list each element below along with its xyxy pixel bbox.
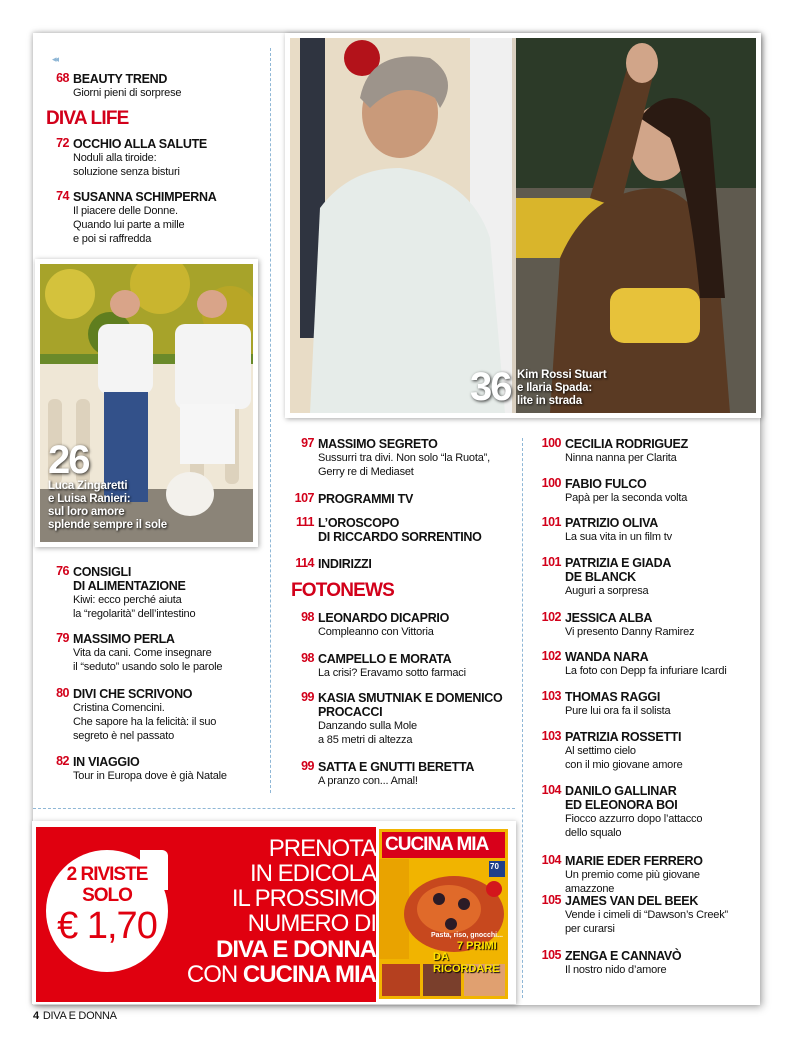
toc-entry[interactable] — [527, 784, 702, 840]
toc-page-number: 100 — [541, 436, 561, 450]
toc-title: IN VIAGGIO — [73, 755, 140, 769]
toc-description: La foto con Depp fa infuriare Icardi — [565, 665, 727, 677]
toc-description: Ninna nanna per Clarita — [565, 452, 677, 464]
toc-entry[interactable] — [40, 72, 181, 100]
cover-masthead: CUCINA MIA — [385, 834, 489, 855]
toc-page-number: 102 — [541, 610, 561, 624]
back-arrows-icon: ◂◂ — [52, 54, 58, 64]
photo-36-page: 36 — [470, 365, 511, 409]
toc-description: Danzando sulla Mole a 85 metri di altezza — [318, 720, 417, 746]
toc-entry[interactable] — [527, 690, 670, 718]
toc-description: Al settimo cielo con il mio giovane amore — [565, 745, 683, 771]
toc-entry[interactable] — [527, 894, 728, 936]
toc-description: Vita da cani. Come insegnare il “seduto” usando solo le parole — [73, 647, 223, 673]
toc-title: MASSIMO PERLA — [73, 632, 175, 646]
toc-entry[interactable] — [280, 611, 449, 639]
page-number: 4 — [33, 1010, 39, 1022]
toc-page-number: 72 — [56, 136, 69, 150]
toc-description: La crisi? Eravamo sotto farmaci — [318, 667, 466, 679]
toc-title: CONSIGLI DI ALIMENTAZIONE — [73, 565, 186, 593]
promo-brand-cucina — [187, 962, 376, 987]
toc-page-number: 103 — [541, 689, 561, 703]
toc-description: Un premio come più giovane amazzone — [565, 869, 700, 895]
toc-page-number: 102 — [541, 649, 561, 663]
toc-entry[interactable] — [527, 611, 694, 639]
toc-entry[interactable] — [280, 492, 413, 506]
toc-page-number: 104 — [541, 853, 561, 867]
photo-26-page: 26 — [48, 438, 89, 482]
toc-title: DIVI CHE SCRIVONO — [73, 687, 193, 701]
toc-title: BEAUTY TREND — [73, 72, 168, 86]
toc-entry[interactable] — [527, 516, 672, 544]
toc-page-number: 114 — [295, 556, 314, 570]
toc-description: Cristina Comencini. Che sapore ha la felicità: il suo segreto è nel passato — [73, 702, 217, 742]
toc-title: WANDA NARA — [565, 650, 649, 664]
toc-page-number: 79 — [56, 631, 69, 645]
toc-page-number: 99 — [301, 759, 314, 773]
section-fotonews: FOTONEWS — [291, 580, 395, 601]
toc-title: SATTA E GNUTTI BERETTA — [318, 760, 475, 774]
toc-title: KASIA SMUTNIAK E DOMENICO PROCACCI — [318, 691, 503, 719]
toc-description: Sussurri tra divi. Non solo “la Ruota”, Gerry re di Mediaset — [318, 452, 490, 478]
toc-title: MASSIMO SEGRETO — [318, 437, 438, 451]
toc-description: Vi presento Danny Ramirez — [565, 626, 695, 638]
con-label: CON — [186, 961, 238, 988]
toc-entry[interactable] — [527, 477, 687, 505]
toc-entry[interactable] — [40, 632, 222, 674]
toc-title: JAMES VAN DEL BEEK — [565, 894, 699, 908]
toc-description: Compleanno con Vittoria — [318, 626, 434, 638]
toc-page-number: 111 — [296, 515, 314, 529]
photo-26-caption: Luca Zingaretti e Luisa Ranieri: sul loro amore splende sempre il sole — [48, 480, 167, 531]
toc-page-number: 68 — [56, 71, 69, 85]
promo-line-1: PRENOTA — [268, 835, 376, 862]
magazine-name: DIVA E DONNA — [42, 1010, 117, 1022]
toc-entry[interactable] — [40, 687, 216, 743]
toc-entry[interactable] — [527, 556, 671, 598]
price-value: € 1,70 — [57, 905, 157, 947]
toc-entry[interactable] — [280, 557, 372, 571]
toc-description: Fiocco azzurro dopo l’attacco dello squalo — [565, 813, 703, 839]
rossi-stuart-spada-photo — [290, 38, 756, 413]
cucina-mia-cover[interactable] — [379, 829, 508, 999]
promo-line-2: IN EDICOLA — [249, 860, 376, 887]
toc-entry[interactable] — [527, 437, 688, 465]
section-diva-life: DIVA LIFE — [46, 108, 129, 129]
toc-description: Il nostro nido d’amore — [565, 964, 667, 976]
toc-entry[interactable] — [280, 760, 474, 788]
toc-page-number: 82 — [56, 754, 69, 768]
toc-title: MARIE EDER FERRERO — [565, 854, 703, 868]
toc-entry[interactable] — [40, 137, 207, 179]
cover-kicker: Pasta, riso, gnocchi... — [431, 932, 503, 939]
toc-description: Auguri a sorpresa — [565, 585, 649, 597]
toc-page-number: 107 — [294, 491, 314, 505]
toc-title: PATRIZIO OLIVA — [565, 516, 659, 530]
toc-title: INDIRIZZI — [318, 557, 372, 571]
toc-page-number: 103 — [541, 729, 561, 743]
toc-page-number: 80 — [56, 686, 69, 700]
toc-page-number: 97 — [301, 436, 314, 450]
toc-page-number: 104 — [541, 783, 561, 797]
toc-page-number: 101 — [541, 515, 561, 529]
toc-description: Giorni pieni di sorprese — [73, 87, 182, 99]
toc-title: LEONARDO DICAPRIO — [318, 611, 450, 625]
toc-entry[interactable] — [280, 652, 466, 680]
toc-description: Il piacere delle Donne. Quando lui parte a mille e poi si raffredda — [73, 205, 185, 245]
toc-page-number: 74 — [56, 189, 69, 203]
toc-page-number: 105 — [541, 893, 561, 907]
toc-entry[interactable] — [40, 755, 227, 783]
toc-page-number: 101 — [541, 555, 561, 569]
toc-entry[interactable] — [527, 854, 703, 896]
toc-description: Noduli alla tiroide: soluzione senza bisturi — [73, 152, 180, 178]
toc-page-number: 98 — [301, 651, 314, 665]
toc-entry[interactable] — [527, 650, 727, 678]
toc-title: FABIO FULCO — [565, 477, 647, 491]
toc-description: Papà per la seconda volta — [565, 492, 688, 504]
toc-title: JESSICA ALBA — [565, 611, 653, 625]
brand-cucina-mia: CUCINA MIA — [242, 961, 376, 988]
toc-entry[interactable] — [527, 730, 682, 772]
photo-36-caption: Kim Rossi Stuart e Ilaria Spada: lite in strada — [517, 369, 607, 407]
toc-description: Pure lui ora fa il solista — [565, 705, 671, 717]
photo-36[interactable] — [290, 38, 756, 413]
toc-title: PATRIZIA ROSSETTI — [565, 730, 682, 744]
cover-badge: 70 — [490, 862, 499, 871]
toc-title: SUSANNA SCHIMPERNA — [73, 190, 217, 204]
divider — [33, 808, 515, 809]
toc-entry[interactable] — [40, 565, 195, 621]
toc-entry[interactable] — [280, 691, 502, 747]
toc-title: L’OROSCOPO DI RICCARDO SORRENTINO — [318, 516, 482, 544]
toc-page-number: 76 — [56, 564, 69, 578]
divider — [522, 438, 523, 998]
bubble-line-1: 2 RIVISTE — [66, 864, 148, 885]
toc-description: Tour in Europa dove è già Natale — [73, 770, 227, 782]
toc-title: THOMAS RAGGI — [565, 690, 661, 704]
toc-entry[interactable] — [40, 190, 216, 246]
promo-line-4: NUMERO DI — [247, 910, 376, 937]
toc-page-number: 100 — [541, 476, 561, 490]
toc-description: Kiwi: ecco perché aiuta la “regolarità” dell’intestino — [73, 594, 196, 620]
toc-title: PROGRAMMI TV — [318, 492, 414, 506]
toc-description: Vende i cimeli di “Dawson’s Creek” per curarsi — [565, 909, 728, 935]
toc-title: CECILIA RODRIGUEZ — [565, 437, 688, 451]
toc-entry[interactable] — [280, 516, 482, 544]
toc-title: CAMPELLO E MORATA — [318, 652, 452, 666]
toc-title: OCCHIO ALLA SALUTE — [73, 137, 207, 151]
toc-entry[interactable] — [280, 437, 490, 479]
toc-page-number: 99 — [301, 690, 314, 704]
toc-page-number: 98 — [301, 610, 314, 624]
promo-brand-diva — [216, 937, 376, 962]
toc-description: La sua vita in un film tv — [565, 531, 672, 543]
brand-diva-e-donna: DIVA E DONNA — [215, 936, 376, 963]
toc-page-number: 105 — [541, 948, 561, 962]
divider — [270, 48, 271, 793]
bubble-line-2: SOLO — [82, 885, 132, 906]
toc-title: DANILO GALLINAR ED ELEONORA BOI — [565, 784, 678, 812]
cover-headline-1: 7 PRIMI — [457, 940, 497, 952]
toc-entry[interactable] — [527, 949, 681, 977]
toc-description: A pranzo con... Amal! — [318, 775, 418, 787]
cover-headline-2: DA RICORDARE — [433, 951, 500, 975]
promo-line-3: IL PROSSIMO — [231, 885, 376, 912]
page-footer — [33, 1010, 117, 1022]
toc-title: PATRIZIA E GIADA DE BLANCK — [565, 556, 672, 584]
toc-title: ZENGA E CANNAVÒ — [565, 949, 682, 963]
